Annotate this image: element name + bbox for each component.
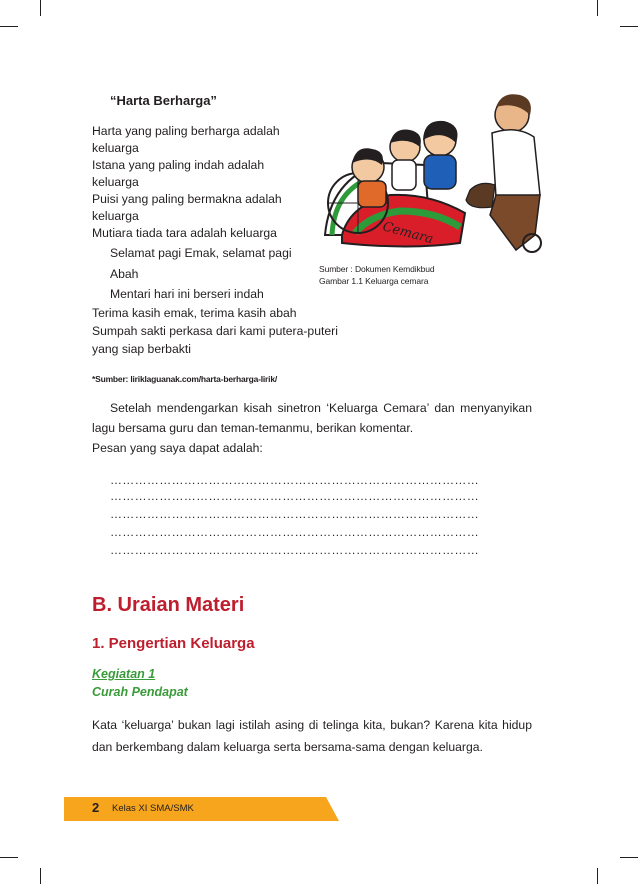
song-line: Harta yang paling berharga adalah <box>92 124 280 138</box>
section-body: Kata ‘keluarga’ bukan lagi istilah asing di telinga kita, bukan? Karena kita hidup dan berkembang dalam keluarga serta bersama-sama dengan keluarga. <box>92 718 532 754</box>
crop-mark-tr-h <box>620 26 638 27</box>
song-line: Sumpah sakti perkasa dari kami putera-puteri <box>92 324 338 338</box>
answer-line[interactable]: ……………………………………………………………………………… <box>110 525 479 539</box>
song-title: “Harta Berharga” <box>110 93 217 108</box>
figure-source: Sumber : Dokumen Kemdikbud <box>319 264 435 274</box>
answer-line[interactable]: ……………………………………………………………………………… <box>110 543 479 557</box>
crop-mark-tl-v <box>40 0 41 16</box>
becak-sign-text: Cemara <box>380 219 435 248</box>
crop-mark-br-h <box>620 857 638 858</box>
song-line: Puisi yang paling bermakna adalah <box>92 192 282 206</box>
activity-instruction: Setelah mendengarkan kisah sinetron ‘Keluarga Cemara’ dan menyanyikan lagu bersama guru dan teman-temanmu, berikan komentar. <box>92 401 532 435</box>
crop-mark-tl-h <box>0 26 18 27</box>
footer-label: Kelas XI SMA/SMK <box>112 803 194 814</box>
song-line: yang siap berbakti <box>92 342 191 356</box>
crop-mark-bl-h <box>0 857 18 858</box>
section-heading: B. Uraian Materi <box>92 594 245 616</box>
page-number: 2 <box>92 800 100 815</box>
crop-mark-br-v <box>597 868 598 884</box>
song-line: Mutiara tiada tara adalah keluarga <box>92 226 277 240</box>
answer-line[interactable]: ……………………………………………………………………………… <box>110 507 479 521</box>
song-line: Mentari hari ini berseri indah <box>110 287 264 301</box>
answer-line[interactable]: ……………………………………………………………………………… <box>110 473 479 487</box>
figure-caption: Gambar 1.1 Keluarga cemara <box>319 276 429 286</box>
song-line: Selamat pagi Emak, selamat pagi <box>110 246 292 260</box>
crop-mark-bl-v <box>40 868 41 884</box>
kegiatan-label: Kegiatan 1 <box>92 667 156 681</box>
kegiatan-title: Curah Pendapat <box>92 685 188 699</box>
song-line: keluarga <box>92 141 139 155</box>
answer-line[interactable]: ……………………………………………………………………………… <box>110 489 479 503</box>
song-line: keluarga <box>92 175 139 189</box>
song-line: Terima kasih emak, terima kasih abah <box>92 306 297 320</box>
song-line: Istana yang paling indah adalah <box>92 158 265 172</box>
song-line: Abah <box>110 267 139 281</box>
song-line: keluarga <box>92 209 139 223</box>
crop-mark-tr-v <box>597 0 598 16</box>
song-source: *Sumber: liriklaguanak.com/harta-berharga-lirik/ <box>92 374 278 384</box>
family-illustration <box>320 85 555 257</box>
activity-prompt: Pesan yang saya dapat adalah: <box>92 441 263 455</box>
subsection-heading: 1. Pengertian Keluarga <box>92 635 255 652</box>
footer-band <box>64 797 339 821</box>
